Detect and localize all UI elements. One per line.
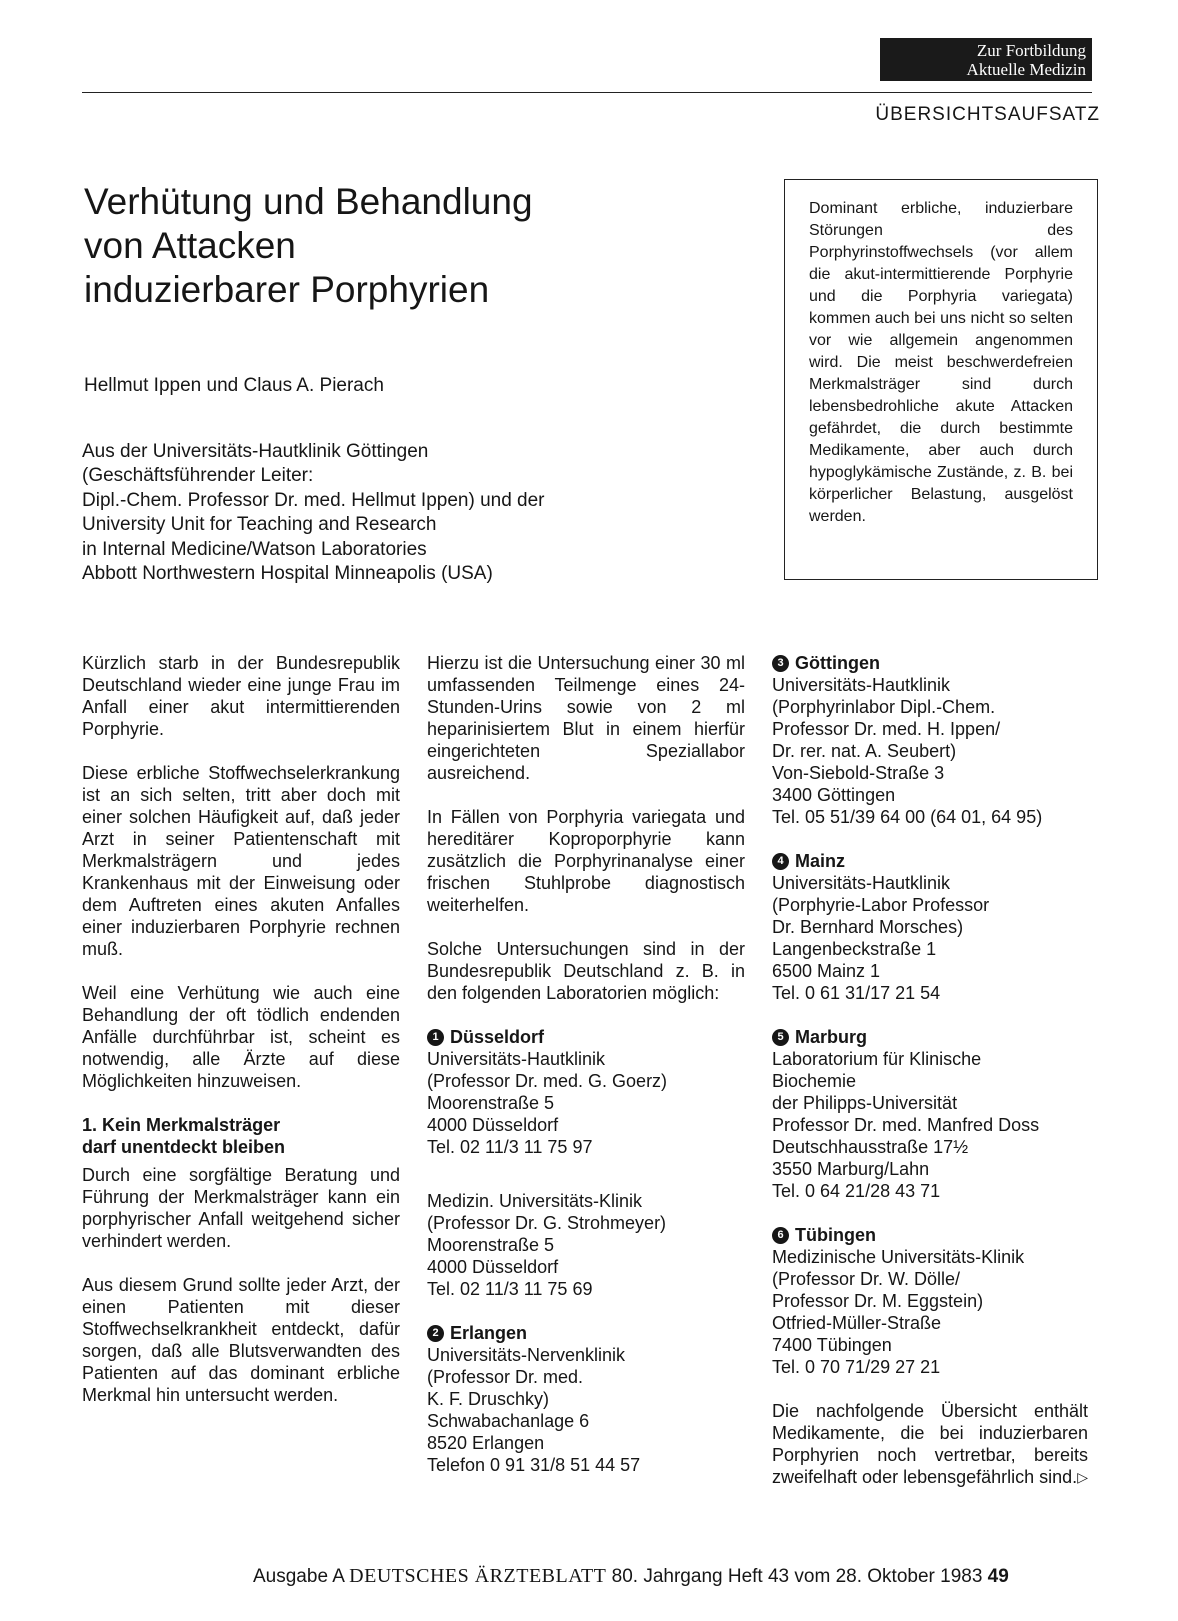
series-line-1: Zur Fortbildung [976,41,1086,60]
lab-line: (Professor Dr. med. G. Goerz) [427,1071,668,1091]
lab-line: Universitäts-Nervenklinik [427,1345,626,1365]
page-number: 49 [987,1566,1009,1587]
lab-line: 6500 Mainz 1 [772,961,881,981]
title-line-1: Verhütung und Behandlung [84,181,533,222]
authors: Hellmut Ippen und Claus A. Pierach [84,375,384,396]
heading-line-1: 1. Kein Merkmalsträger [82,1115,281,1135]
lab-line: Dr. rer. nat. A. Seubert) [772,741,957,761]
lab-line: (Porphyrinlabor Dipl.-Chem. [772,697,996,717]
lab-line: (Professor Dr. W. Dölle/ [772,1269,961,1289]
lab-heading [772,850,1088,872]
lab-city: Mainz [795,851,846,871]
lab-heading [772,1224,1088,1246]
lab-line: (Professor Dr. G. Strohmeyer) [427,1213,667,1233]
lab-line: (Porphyrie-Labor Professor [772,895,990,915]
lab-line: Professor Dr. med. H. Ippen/ [772,719,1001,739]
column-1 [82,652,400,1428]
footer [253,1565,1009,1588]
lab-city: Düsseldorf [450,1027,545,1047]
lab-line: Universitäts-Hautklinik [772,675,951,695]
lab-city: Göttingen [795,653,880,673]
paragraph: Diese erbliche Stoffwechselerkrankung ist an sich selten, tritt aber doch mit einer solchen Häufigkeit auf, daß jeder Arzt in seiner Patientenschaft mit Merkmalsträgern und jedes Krankenhaus mit der Einweisung oder dem Auftreten eines akuten Anfalles einer induzierbaren Porphyrie rechnen muß. [82,763,400,959]
footer-issue: 80. Jahrgang Heft 43 vom 28. Oktober 1983 [611,1566,983,1587]
paragraph: Kürzlich starb in der Bundesrepublik Deutschland wieder eine junge Frau im Anfall einer akut intermittierenden Porphyrie. [82,653,400,739]
lab-entry-goettingen [772,652,1088,828]
lab-line: Medizin. Universitäts-Klinik [427,1191,643,1211]
lab-line: Tel. 05 51/39 64 00 (64 01, 64 95) [772,807,1043,827]
affiliation-line-2: (Geschäftsführender Leiter: [82,465,314,487]
column-2 [427,652,745,1498]
lab-line: Langenbeckstraße 1 [772,939,937,959]
lab-line: 8520 Erlangen [427,1433,545,1453]
affiliation [82,440,545,586]
lab-line: Otfried-Müller-Straße [772,1313,942,1333]
lab-entry-marburg [772,1026,1088,1202]
lab-heading [427,1026,745,1048]
lab-line: Professor Dr. M. Eggstein) [772,1291,984,1311]
section-heading [82,1114,400,1158]
lab-heading [427,1322,745,1344]
closing-paragraph [772,1400,1088,1488]
lab-line: Tel. 02 11/3 11 75 69 [427,1279,593,1299]
header-rule [82,92,1092,93]
number-badge: 6 [772,1227,789,1244]
lab-line: Schwabachanlage 6 [427,1411,590,1431]
lab-line: Medizinische Universitäts-Klinik [772,1247,1025,1267]
lab-line: 7400 Tübingen [772,1335,892,1355]
lab-line: Laboratorium für Klinische [772,1049,982,1069]
lab-line: K. F. Druschky) [427,1389,550,1409]
lab-entry-duesseldorf [427,1026,745,1158]
title-line-3: induzierbarer Porphyrien [84,269,490,310]
affiliation-line-6: Abbott Northwestern Hospital Minneapolis (USA) [82,563,493,585]
lab-city: Marburg [795,1027,867,1047]
lab-heading [772,652,1088,674]
affiliation-line-5: in Internal Medicine/Watson Laboratories [82,538,427,560]
abstract-box: Dominant erbliche, induzierbare Störungen des Porphyrinstoffwechsels (vor allem die akut-intermittierende Porphyrie und die Porphyria variegata) kommen auch bei uns nicht so selten vor wie allgemein angenommen wird. Die meist beschwerdefreien Merkmalsträger sind durch lebensbedrohliche akute Attacken gefährdet, die durch bestimmte Medikamente, aber auch durch hypoglykämische Zustände, z. B. bei körperlicher Belastung, ausgelöst werden. [784,179,1098,580]
number-badge: 3 [772,655,789,672]
lab-line: Moorenstraße 5 [427,1235,555,1255]
paragraph: Aus diesem Grund sollte jeder Arzt, der einen Patienten mit dieser Stoffwechselkrankheit entdeckt, dafür sorgen, daß alle Blutsverwandten des Patienten auf das dominant erbliche Merkmal hin untersucht werden. [82,1275,400,1405]
column-3 [772,652,1088,1488]
paragraph: Durch eine sorgfältige Beratung und Führung der Merkmalsträger kann ein porphyrischer Anfall weitgehend sicher verhindert werden. [82,1165,400,1251]
lab-line: der Philipps-Universität [772,1093,958,1113]
lab-line: Tel. 0 64 21/28 43 71 [772,1181,941,1201]
number-badge: 2 [427,1325,444,1342]
series-line-2: Aktuelle Medizin [966,60,1086,79]
lab-line: Professor Dr. med. Manfred Doss [772,1115,1040,1135]
lab-line: Von-Siebold-Straße 3 [772,763,945,783]
lab-entry-tuebingen [772,1224,1088,1378]
article-title [84,180,684,312]
lab-line: Deutschhausstraße 17½ [772,1137,969,1157]
section-label: ÜBERSICHTSAUFSATZ [875,104,1100,125]
continue-arrow-icon: ▷ [1077,1469,1088,1485]
lab-line: Dr. Bernhard Morsches) [772,917,964,937]
lab-line: 3400 Göttingen [772,785,896,805]
closing-text: Die nachfolgende Übersicht enthält Medikamente, die bei induzierbaren Porphyrien noch vertretbar, bereits zweifelhaft oder lebensgefährlich sind. [772,1401,1088,1487]
lab-line: Universitäts-Hautklinik [772,873,951,893]
affiliation-line-3: Dipl.-Chem. Professor Dr. med. Hellmut Ippen) und der [82,489,545,511]
lab-line: Biochemie [772,1071,857,1091]
paragraph: Hierzu ist die Untersuchung einer 30 ml umfassenden Teilmenge eines 24-Stunden-Urins sowie von 2 ml heparinisiertem Blut in einem hierfür eingerichteten Speziallabor ausreichend. [427,653,745,783]
footer-journal: DEUTSCHES ÄRZTEBLATT [349,1565,607,1587]
lab-line: Tel. 02 11/3 11 75 97 [427,1137,593,1157]
title-line-2: von Attacken [84,225,296,266]
lab-city: Erlangen [450,1323,528,1343]
lab-line: Moorenstraße 5 [427,1093,555,1113]
footer-edition: Ausgabe A [253,1566,344,1587]
affiliation-line-4: University Unit for Teaching and Research [82,514,437,536]
lab-line: 4000 Düsseldorf [427,1257,559,1277]
lab-city: Tübingen [795,1225,876,1245]
paragraph: Solche Untersuchungen sind in der Bundesrepublik Deutschland z. B. in den folgenden Laboratorien möglich: [427,939,745,1003]
lab-line: 3550 Marburg/Lahn [772,1159,930,1179]
lab-entry-duesseldorf-2 [427,1190,745,1300]
paragraph: Weil eine Verhütung wie auch eine Behandlung der oft tödlich endenden Anfälle durchführbar ist, scheint es notwendig, alle Ärzte auf diese Möglichkeiten hinzuweisen. [82,983,400,1091]
number-badge: 5 [772,1029,789,1046]
lab-line: (Professor Dr. med. [427,1367,584,1387]
lab-line: Telefon 0 91 31/8 51 44 57 [427,1455,641,1475]
lab-line: Tel. 0 70 71/29 27 21 [772,1357,941,1377]
lab-line: Universitäts-Hautklinik [427,1049,606,1069]
number-badge: 1 [427,1029,444,1046]
lab-line: Tel. 0 61 31/17 21 54 [772,983,941,1003]
affiliation-line-1: Aus der Universitäts-Hautklinik Göttingen [82,441,429,462]
paragraph: In Fällen von Porphyria variegata und hereditärer Koproporphyrie kann zusätzlich die Porphyrinanalyse einer frischen Stuhlprobe diagnostisch weiterhelfen. [427,807,745,915]
lab-entry-erlangen [427,1322,745,1476]
number-badge: 4 [772,853,789,870]
lab-line: 4000 Düsseldorf [427,1115,559,1135]
lab-entry-mainz [772,850,1088,1004]
series-label [880,38,1092,81]
lab-heading [772,1026,1088,1048]
heading-line-2: darf unentdeckt bleiben [82,1137,286,1157]
